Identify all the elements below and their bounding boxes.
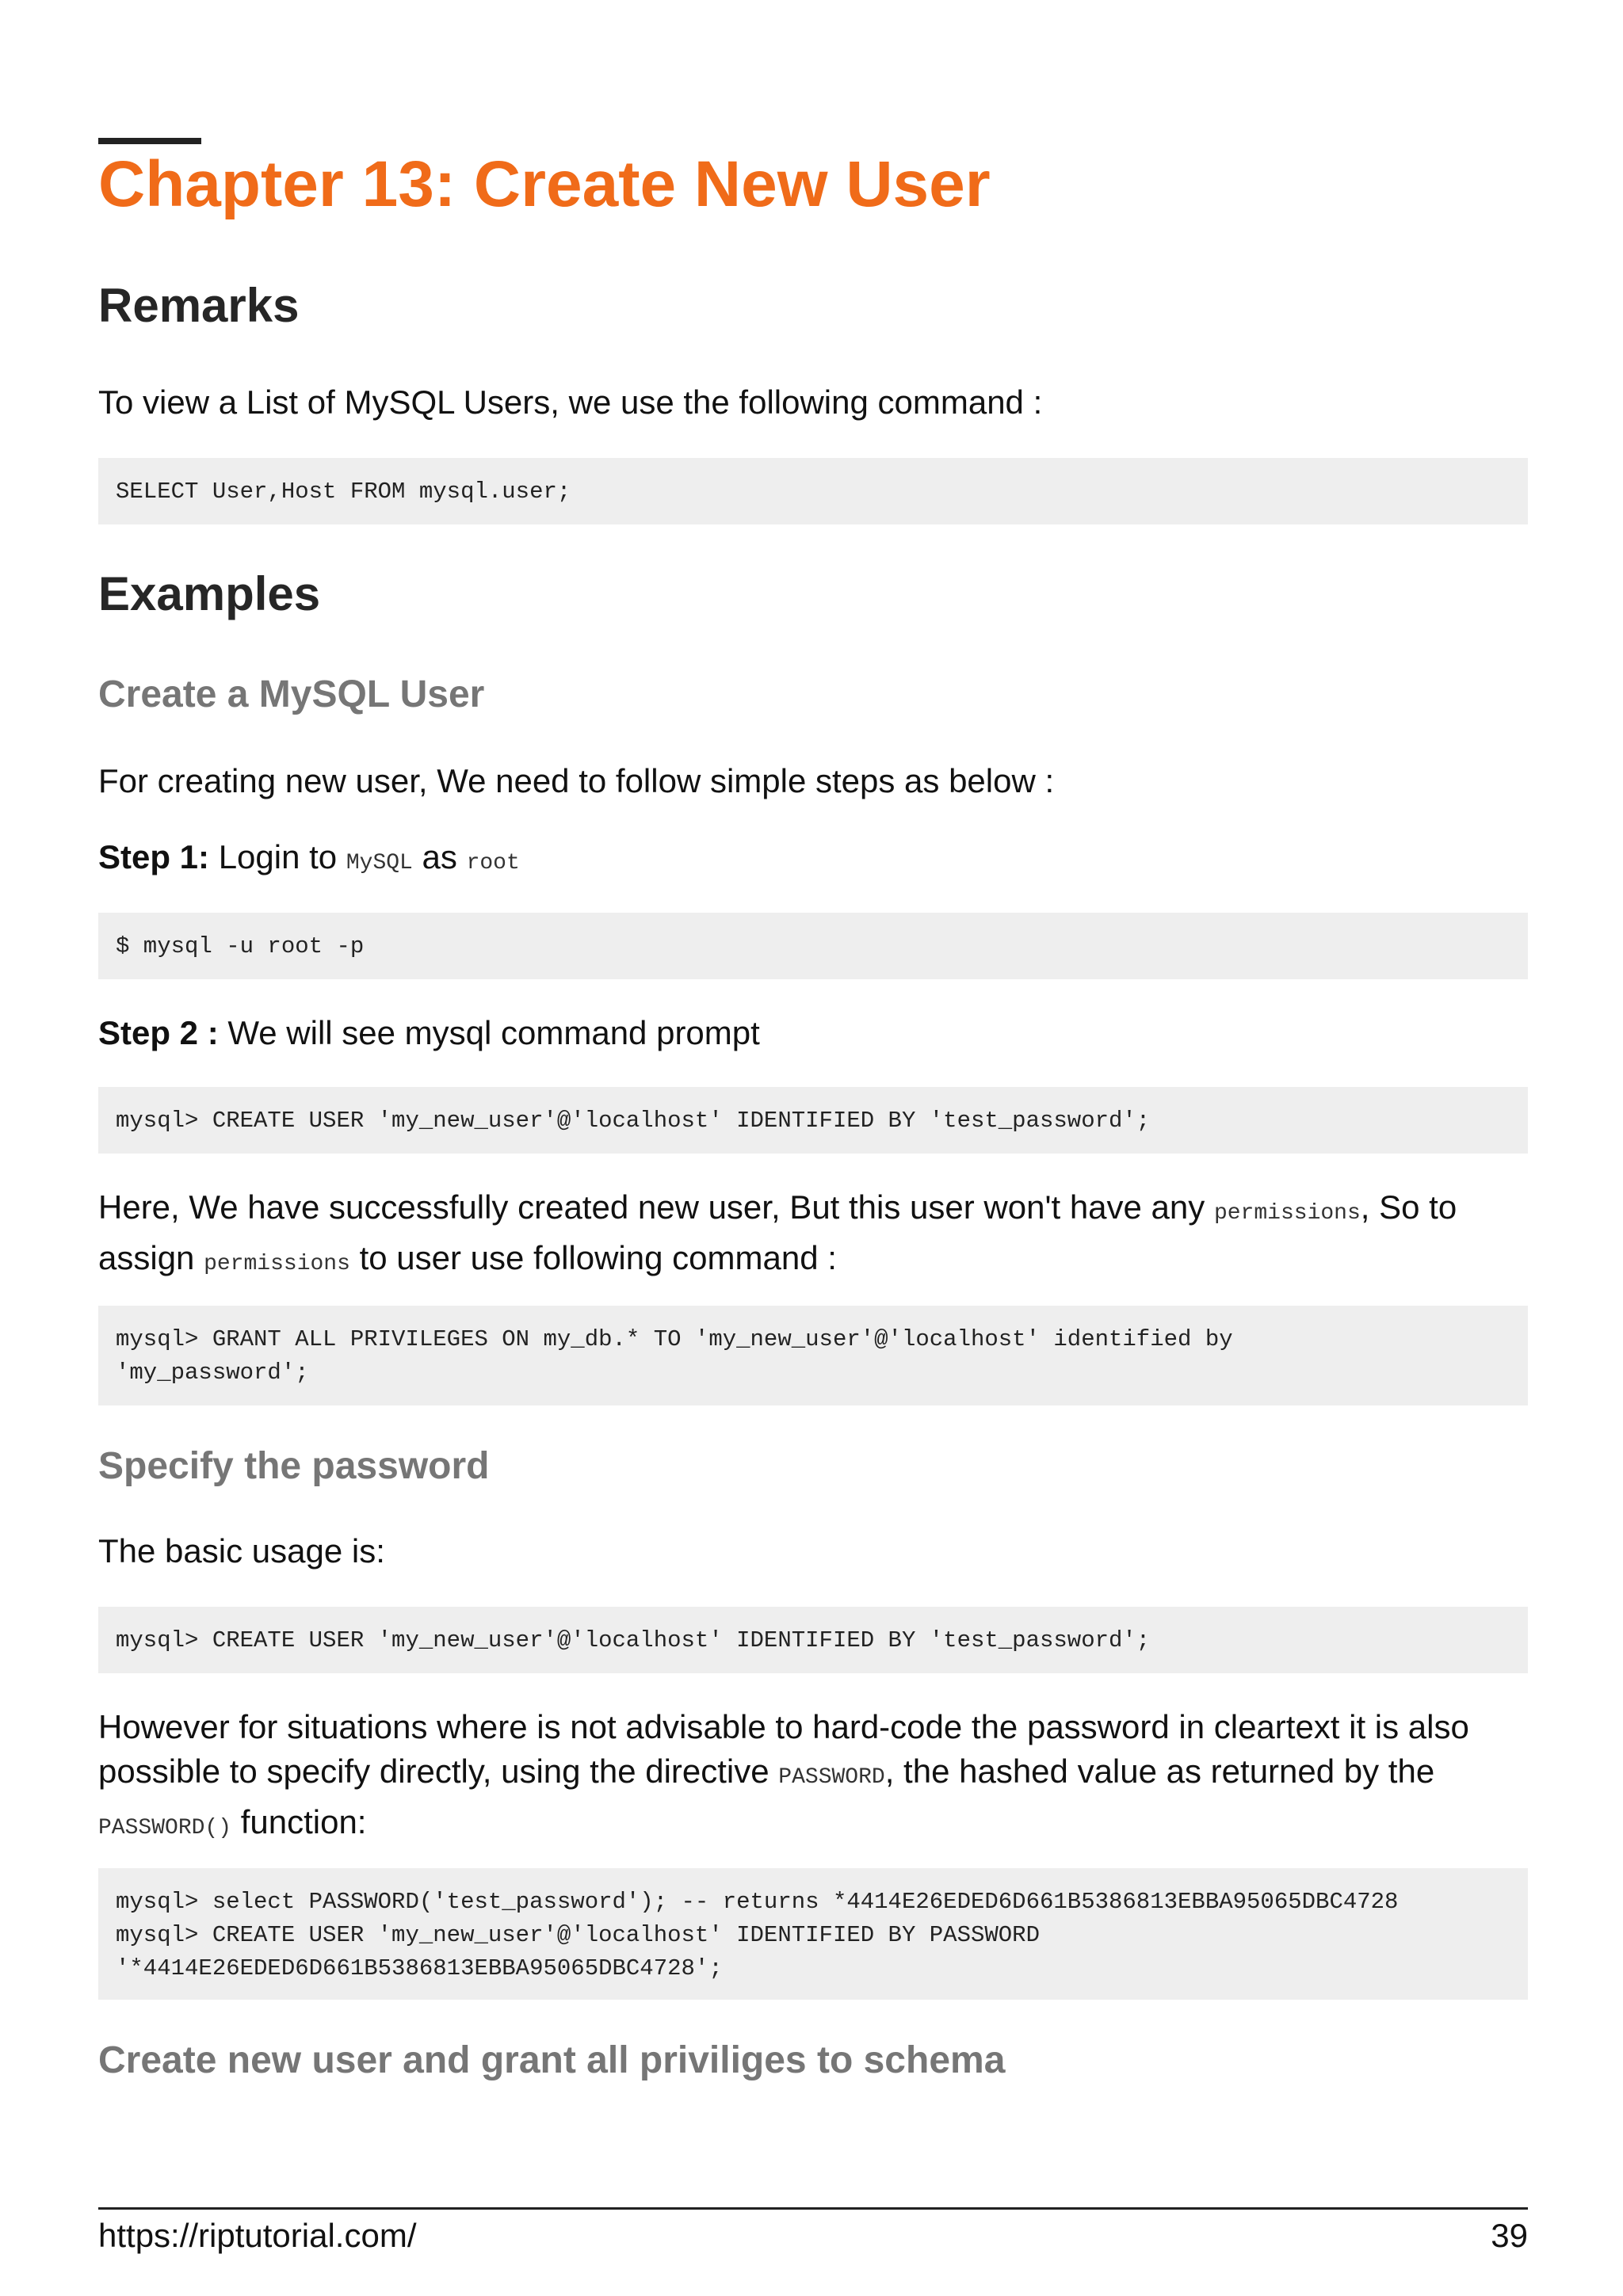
code-block-grant	[98, 1306, 1528, 1405]
page-number: 39	[1491, 2217, 1528, 2254]
remarks-heading: Remarks	[98, 279, 300, 332]
permissions-paragraph	[98, 1185, 1528, 1287]
inline-code-mysql: MySQL	[346, 851, 413, 875]
hashed-text-a: However for situations where is not advisable to hard-code the password in cleartext it is also possible to specify directly, using the directive	[98, 1708, 1469, 1790]
hashed-password-paragraph	[98, 1705, 1528, 1851]
specify-password-heading: Specify the password	[98, 1445, 490, 1487]
footer-divider	[98, 2207, 1528, 2210]
inline-code-password-fn: PASSWORD()	[98, 1816, 232, 1840]
code-text: mysql> select PASSWORD('test_password'); -- returns *4414E26EDED6D661B5386813EBBA95065DBC4728 mysql> CREATE USER 'my_new_user'@'localhost' IDENTIFIED BY PASSWORD '*4414E26EDED6D661B5386813EBBA95065DBC4728';	[116, 1889, 1399, 1981]
code-text: $ mysql -u root -p	[116, 933, 365, 959]
hashed-text-b: , the hashed value as returned by the	[884, 1753, 1435, 1790]
code-block-select-users	[98, 458, 1528, 524]
inline-code-permissions: permissions	[1213, 1201, 1361, 1226]
title-accent-bar	[98, 138, 201, 144]
step-1-text-as: as	[412, 838, 467, 875]
footer-url[interactable]: https://riptutorial.com/	[98, 2217, 417, 2254]
code-text: mysql> CREATE USER 'my_new_user'@'localhost' IDENTIFIED BY 'test_password';	[116, 1108, 1151, 1134]
hashed-text-c: function:	[231, 1803, 367, 1840]
code-block-login	[98, 913, 1528, 979]
step-1-label: Step 1:	[98, 838, 210, 875]
step-2-label: Step 2 :	[98, 1014, 219, 1051]
step-1-paragraph	[98, 835, 1528, 886]
permissions-text-a: Here, We have successfully created new user, But this user won't have any	[98, 1188, 1214, 1226]
code-block-hashed-password	[98, 1868, 1528, 2000]
inline-code-password: PASSWORD	[778, 1765, 885, 1790]
specify-password-intro: The basic usage is:	[98, 1532, 385, 1569]
step-1-text: Login to	[209, 838, 346, 875]
chapter-title: Chapter 13: Create New User	[98, 148, 991, 220]
remarks-text: To view a List of MySQL Users, we use the following command :	[98, 383, 1043, 421]
code-text: mysql> GRANT ALL PRIVILEGES ON my_db.* TO 'my_new_user'@'localhost' identified by 'my_password';	[116, 1326, 1233, 1386]
create-user-heading: Create a MySQL User	[98, 673, 485, 715]
step-2-text: We will see mysql command prompt	[218, 1014, 760, 1051]
code-text: mysql> CREATE USER 'my_new_user'@'localhost' IDENTIFIED BY 'test_password';	[116, 1627, 1151, 1653]
grant-schema-heading: Create new user and grant all priviliges to schema	[98, 2039, 1006, 2081]
permissions-text-b: , So to assign	[98, 1188, 1457, 1276]
permissions-text-c: to user use following command :	[349, 1239, 837, 1276]
inline-code-permissions: permissions	[204, 1252, 350, 1276]
code-text: SELECT User,Host FROM mysql.user;	[116, 479, 571, 505]
examples-heading: Examples	[98, 567, 321, 620]
step-2-paragraph	[98, 1011, 1528, 1055]
inline-code-root: root	[466, 851, 520, 875]
create-user-intro: For creating new user, We need to follow simple steps as below :	[98, 762, 1055, 799]
code-block-create-user	[98, 1087, 1528, 1154]
code-block-create-user-basic	[98, 1607, 1528, 1673]
